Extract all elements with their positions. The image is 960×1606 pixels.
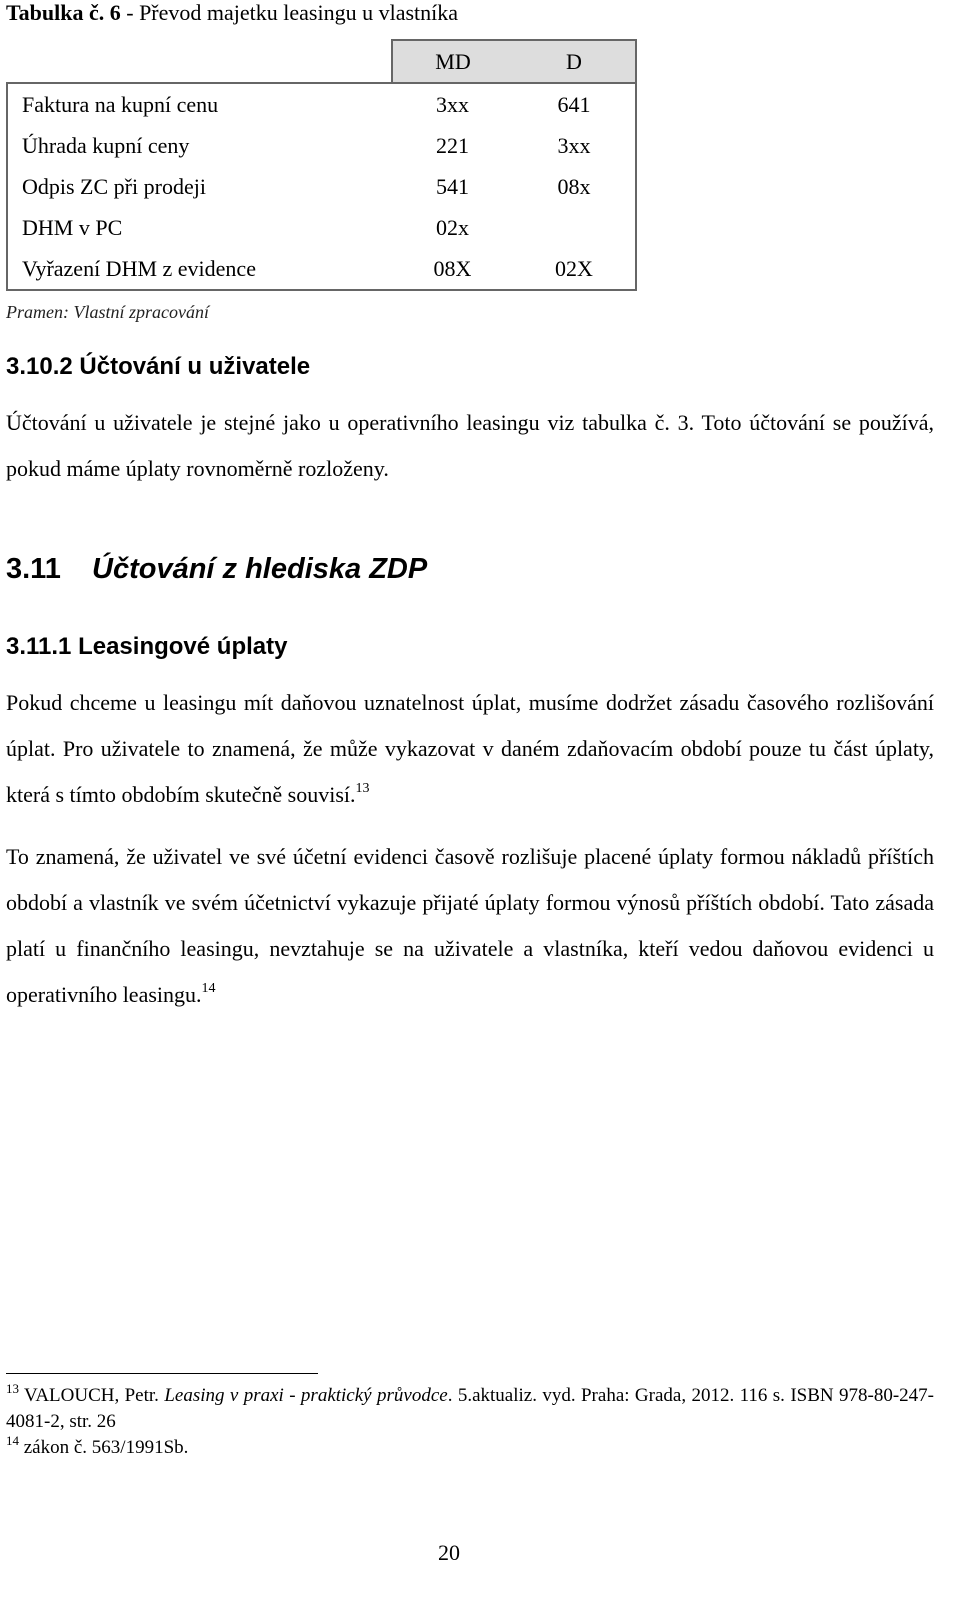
footnote-ref[interactable]: 13: [355, 781, 370, 796]
row-d: [513, 207, 636, 248]
header-md: MD: [392, 40, 513, 83]
table-source: Pramen: Vlastní zpracování: [6, 302, 209, 322]
paragraph-3-11-1-a: [6, 680, 934, 818]
table-row: [7, 166, 636, 207]
footnote-author: VALOUCH, Petr.: [24, 1385, 159, 1406]
footnote-13: [6, 1383, 934, 1435]
row-label: DHM v PC: [7, 207, 392, 248]
footnote-rest: . 5.aktualiz. vyd. Praha: Grada, 2012. 116 s. ISBN 978-80-247-4081-2, str. 26: [6, 1385, 934, 1432]
row-label: Odpis ZC při prodeji: [7, 166, 392, 207]
caption-text: - Převod majetku leasingu u vlastníka: [120, 0, 459, 25]
paragraph-text: Pokud chceme u leasingu mít daňovou uznatelnost úplat, musíme dodržet zásadu časového rozlišování úplat. Pro uživatele to znamená, že může vykazovat v daném zdaňovacím období pouze tu část úplaty, která s tímto obdobím skutečně souvisí.: [6, 690, 934, 807]
page-number: 20: [438, 1540, 460, 1565]
row-d: 641: [513, 83, 636, 125]
footnote-number: 13: [6, 1381, 19, 1396]
heading-3-10-2: 3.10.2 Účtování u uživatele: [6, 353, 311, 380]
row-d: 3xx: [513, 125, 636, 166]
heading-3-11: [6, 552, 427, 586]
heading-3-11-title: Účtování z hlediska ZDP: [92, 553, 428, 585]
table-row: [7, 207, 636, 248]
heading-3-11-number: 3.11: [6, 553, 61, 585]
row-d: 02X: [513, 248, 636, 290]
footnote-ref[interactable]: 14: [201, 981, 216, 996]
paragraph-3-11-1-b: [6, 834, 934, 1018]
table-caption: [6, 0, 458, 26]
footnotes: [6, 1383, 934, 1461]
row-md: 541: [436, 174, 469, 199]
caption-label: Tabulka č. 6: [6, 0, 121, 25]
footnote-text: zákon č. 563/1991Sb.: [23, 1437, 189, 1458]
table-header-row: [7, 40, 636, 83]
row-md: 3xx: [392, 83, 513, 125]
table-row: [7, 248, 636, 290]
row-md: 08X: [392, 248, 513, 290]
row-d: 08x: [513, 166, 636, 207]
footnote-title: Leasing v praxi - praktický průvodce: [164, 1385, 448, 1406]
footnote-14: [6, 1435, 934, 1461]
footnote-separator: [6, 1373, 318, 1374]
paragraph-text: To znamená, že uživatel ve své účetní evidenci časově rozlišuje placené úplaty formou nákladů příštích období a vlastník ve svém účetnictví vykazuje přijaté úplaty formou výnosů příštích období. Tato zásada platí u finančního leasingu, nevztahuje se na uživatele a vlastníka, kteří vedou daňovou evidenci u operativního leasingu.: [6, 844, 934, 1007]
ledger-table: [6, 39, 637, 291]
row-label: Vyřazení DHM z evidence: [7, 248, 392, 290]
header-d: D: [513, 40, 636, 83]
table-row: [7, 83, 636, 125]
heading-3-11-1: 3.11.1 Leasingové úplaty: [6, 633, 288, 660]
paragraph-3-10-2: Účtování u uživatele je stejné jako u operativního leasingu viz tabulka č. 3. Toto účtování se používá, pokud máme úplaty rovnoměrně rozloženy.: [6, 410, 934, 481]
row-md: 02x: [436, 215, 469, 240]
row-md: 221: [436, 133, 469, 158]
row-label: Faktura na kupní cenu: [7, 83, 392, 125]
footnote-number: 14: [6, 1433, 19, 1448]
table-row: [7, 125, 636, 166]
row-label: Úhrada kupní ceny: [7, 125, 392, 166]
